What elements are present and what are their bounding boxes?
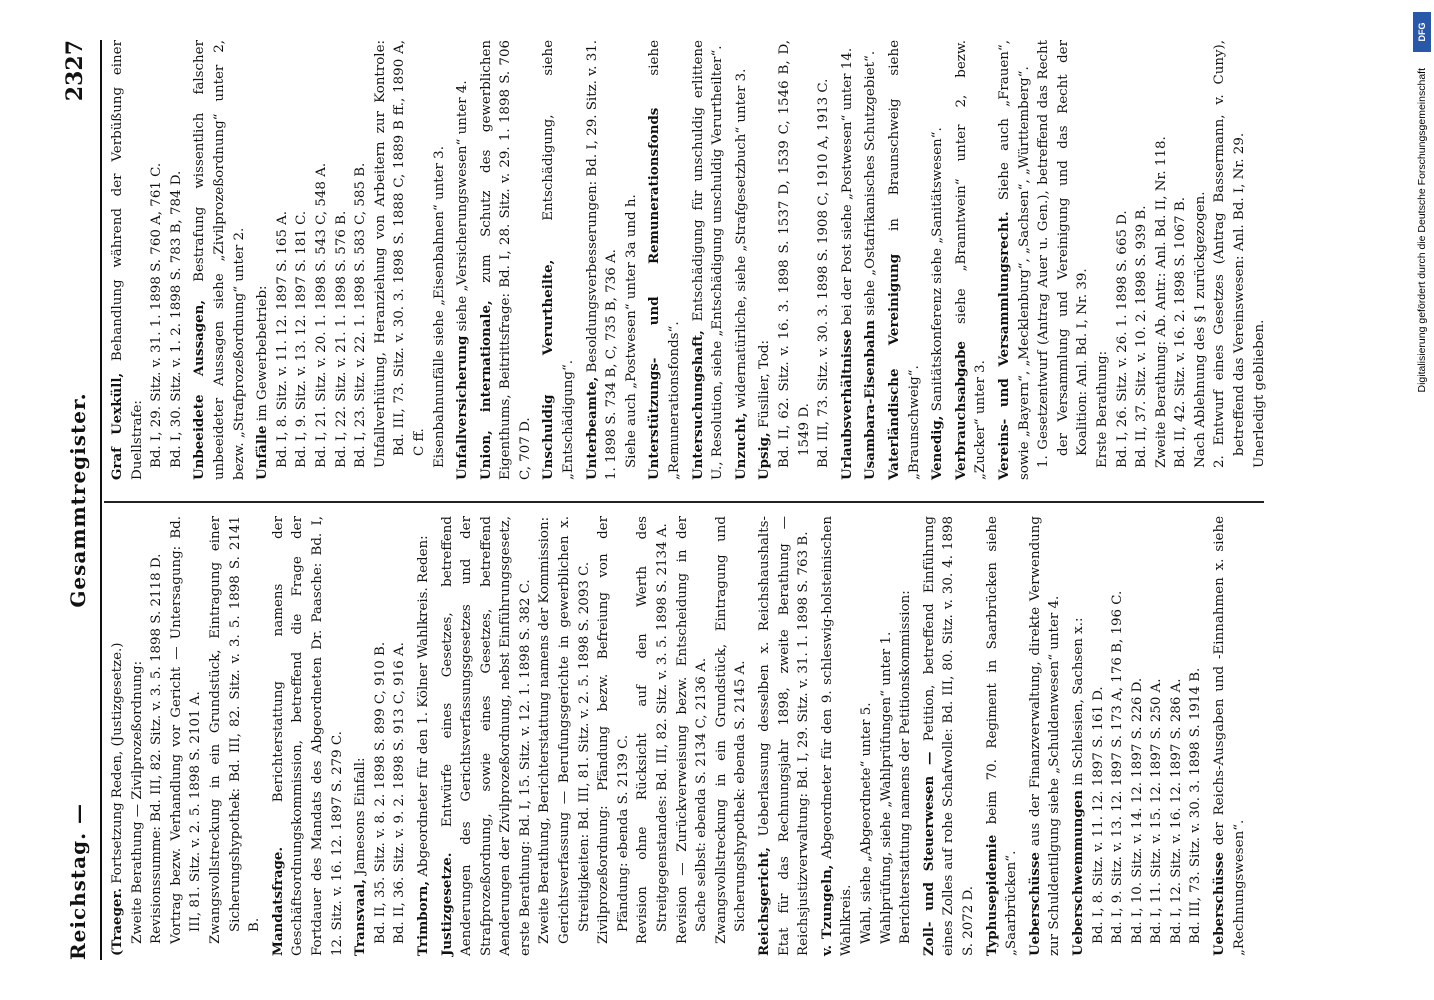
entry-heading: Unterstützungs- und Remunerationsfonds xyxy=(646,107,663,480)
entry-reference: Zivilprozeßordnung: Pfändung bezw. Befreiung von der Pfändung: ebenda S. 2139 C. xyxy=(596,516,631,944)
dfg-logo xyxy=(1413,12,1431,52)
page-header xyxy=(62,40,102,960)
entry-reference: Vortrag bezw. Verhandlung vor Gericht — Untersagung: Bd. III, 81. Sitz. v. 2. 5. 1898 S. 2101 A. xyxy=(168,516,204,944)
entry-reference: Bd. II, 35. Sitz. v. 8. 2. 1898 S. 899 C, 910 B. xyxy=(372,641,388,944)
entry-reference: Bd. II, 36. Sitz. v. 9. 2. 1898 S. 913 C, 916 A. xyxy=(392,642,408,944)
index-entry xyxy=(645,40,684,480)
entry-heading: Usambara-Eisenbahn xyxy=(862,320,879,480)
index-entry xyxy=(885,40,924,480)
entry-text: Sanitätskonferenz siehe „Sanitätswesen“. xyxy=(930,127,946,412)
entry-reference: 1. Gesetzentwurf (Antrag Auer u. Gen.), betreffend das Recht der Versammlung und Vereinigung und das Recht der Koalition: Anl. Bd. I, Nr. 39. xyxy=(1036,40,1091,468)
index-entry xyxy=(818,516,916,956)
entry-reference: Bd. I, 29. Sitz. v. 31. 1. 1898 S. 760 A, 761 C. xyxy=(149,162,165,468)
credit-text: Digitalisierung gefördert durch die Deutsche Forschungsgemeinschaft xyxy=(1416,68,1428,393)
entry-heading: Untersuchungshaft, xyxy=(689,330,706,480)
entry-text: beim 70. Regiment in Saarbrücken siehe „Saarbrücken“. xyxy=(984,516,1020,956)
entry-reference: Unerledigt geblieben. xyxy=(1251,319,1267,468)
entry-reference: Wahlprüfung, siehe „Wahlprüfungen“ unter 1. xyxy=(878,631,894,944)
entry-text: Entschädigung für unschuldig erlittene U., Resolution, siehe „Entschädigung unschuldig Verurtheilter“. xyxy=(690,40,726,480)
entry-reference: Bd. I, 10. Sitz. v. 14. 12. 1897 S. 226 D. xyxy=(1129,677,1145,944)
entry-heading: Unschuldig Verurtheilte, xyxy=(540,259,557,480)
entry-text: Berichterstattung namens der Geschäftsordnungskommission, betreffend die Frage der Fortdauer des Mandats des Abgeordneten Dr. Paasche: Bd. I, 12. Sitz. v. 16. 12. 1897 S. 279 C. xyxy=(270,516,345,956)
entry-text: Fortsetzung Reden, (Justizgesetze.) xyxy=(110,642,125,884)
entry-reference: Bd. I, 9. Sitz. v. 13. 12. 1897 S. 173 A, 176 B, 196 C. xyxy=(1110,590,1126,944)
index-entry xyxy=(1069,516,1206,956)
entry-reference: Bd. I, 12. Sitz. v. 16. 12. 1897 S. 286 A. xyxy=(1168,678,1184,944)
entry-reference: Nach Ablehnung des § 1 zurückgezogen. xyxy=(1192,191,1208,468)
entry-reference: Bd. I, 11. Sitz. v. 15. 12. 1897 S. 250 A. xyxy=(1149,678,1165,944)
entry-heading: Trimborn, xyxy=(414,880,431,956)
entry-reference: Zweite Berathung, Berichterstattung namens der Kommission: xyxy=(537,516,553,944)
entry-text: Abgeordneter für den 1. Kölner Wahlkreis. Reden: xyxy=(415,535,431,877)
column-divider xyxy=(104,501,1264,503)
entry-text: Petition, betreffend Einführung eines Zolles auf rohe Schafwolle: Bd. III, 80. Sitz. v. 30. 4. 1898 S. 2072 D. xyxy=(921,516,976,956)
entry-text: im Gewerbebetrieb: xyxy=(255,285,271,422)
index-entry xyxy=(539,40,578,480)
entry-reference: Wahl, siehe „Abgeordnete“ unter 5. xyxy=(858,702,874,944)
index-entry xyxy=(583,40,642,480)
index-entry xyxy=(755,40,833,480)
entry-reference: Bd. I, 9. Sitz. v. 13. 12. 1897 S. 181 C. xyxy=(294,210,310,468)
entry-reference: Gerichtsverfassung — Berufungsgerichte in gewerblichen x. Streitigkeiten: Bd. III, 81. Sitz. v. 2. 5. 1898 S. 2093 C. xyxy=(557,516,592,944)
entry-heading: Unbeeidete Aussagen, xyxy=(191,299,208,480)
entry-heading: Verbrauchsabgabe xyxy=(952,341,969,480)
entry-heading: Unfälle xyxy=(254,425,271,480)
index-entry xyxy=(838,40,858,480)
index-entry xyxy=(928,40,948,480)
index-entry xyxy=(1210,516,1249,956)
index-entry xyxy=(1026,516,1065,956)
index-entry xyxy=(108,40,186,480)
entry-heading: Justizgesetze. xyxy=(438,852,455,956)
entry-text: Abgeordneter für den 9. schleswig-holsteinischen Wahlkreis. xyxy=(819,516,855,956)
entry-text: bei der Post siehe „Postwesen“ unter 14. xyxy=(839,47,855,326)
entry-heading: Zoll- und Steuerwesen — xyxy=(920,751,937,956)
entry-text: aus der Finanzverwaltung, direkte Verwendung zur Schuldentilgung siehe „Schuldenwesen“ unter 4. xyxy=(1027,515,1063,956)
entry-reference: Bd. I, 22. Sitz. v. 21. 1. 1898 S. 576 B. xyxy=(333,210,349,468)
entry-text: Jamesons Einfall: xyxy=(353,757,369,875)
entry-heading: Mandatsfrage. xyxy=(269,846,286,956)
entry-heading: Upsig, xyxy=(756,432,773,480)
entry-reference: Bd. III, 73. Sitz. v. 30. 3. 1898 S. 1908 C, 1910 A, 1913 C. xyxy=(816,78,832,468)
entry-text: in Schlesien, Sachsen x.: xyxy=(1070,617,1086,786)
entry-heading: Ueberschüsse xyxy=(1211,852,1228,956)
dfg-logo-text: DFG xyxy=(1417,22,1427,42)
entry-heading: Venedig, xyxy=(929,415,946,480)
entry-reference: Bd. I, 8. Sitz. v. 11. 12. 1897 S. 161 D. xyxy=(1090,686,1106,944)
entry-heading: Unzucht, xyxy=(732,412,749,480)
index-entry xyxy=(477,40,536,480)
index-entry xyxy=(983,516,1022,956)
entry-heading: Vaterländische Vereinigung xyxy=(885,253,902,480)
entry-text: der Reichs-Ausgaben und -Einnahmen x. siehe „Rechnungswesen“. xyxy=(1212,516,1247,956)
entry-reference: Bd. II, 42. Sitz. v. 16. 2. 1898 S. 1067 B. xyxy=(1173,196,1189,468)
entry-text: Füsilier, Tod: xyxy=(757,339,773,429)
entry-heading: Ueberschüsse xyxy=(1026,852,1043,956)
entry-reference: Bd. I, 30. Sitz. v. 1. 2. 1898 S. 783 B, 784 D. xyxy=(168,170,184,468)
entry-reference: Siehe auch „Postwesen“ unter 3a und h. xyxy=(623,194,639,468)
index-entry xyxy=(414,516,434,956)
entry-reference: Unfallverhütung, Heranziehung von Arbeitern zur Kontrole: Bd. III, 73. Sitz. v. 30. 3. 1898 S. 1888 C, 1889 B ff., 1890 A, C ff. xyxy=(372,40,427,468)
entry-reference: Bd. III, 73. Sitz. v. 30. 3. 1898 S. 1914 B. xyxy=(1188,667,1204,944)
entry-reference: Revision — Zurückverweisung bezw. Entscheidung in der Sache selbst: ebenda S. 2134 C, 2136 A. xyxy=(674,516,710,944)
entry-heading: Urlaubsverhältnisse xyxy=(838,329,855,480)
right-column xyxy=(108,39,1267,480)
entry-heading: (Traeger. xyxy=(109,888,125,956)
entry-reference: Bd. I, 26. Sitz. v. 26. 1. 1898 S. 665 D. xyxy=(1114,210,1130,468)
entry-reference: Bd. I, 21. Sitz. v. 20. 1. 1898 S. 543 C, 548 A. xyxy=(313,162,329,468)
entry-reference: Zwangsvollstreckung in ein Grundstück, Eintragung und Sicherungshypothek: ebenda S. 2145 A. xyxy=(713,516,749,944)
entry-reference: Bd. I, 8. Sitz. v. 11. 12. 1897 S. 165 A. xyxy=(274,210,290,468)
entry-text: siehe „Remunerationsfonds“. xyxy=(647,39,683,480)
entry-text: siehe „Ostafrikanisches Schutzgebiet“. xyxy=(863,50,879,316)
entry-heading: Typhusepidemie xyxy=(983,834,1000,956)
index-entry xyxy=(453,40,473,480)
entry-reference: Bd. II, 37. Sitz. v. 10. 2. 1898 S. 939 B. xyxy=(1134,205,1150,468)
entry-text: Besoldungsverbesserungen: Bd. I, 29. Sitz. v. 31. 1. 1898 S. 734 B, C, 735 B, 736 A. xyxy=(584,40,620,480)
entry-heading: Union, internationale, xyxy=(477,300,494,480)
entry-heading: Transvaal, xyxy=(352,879,369,956)
entry-heading: Unfallversicherung xyxy=(454,335,471,480)
entry-text: Entschädigung, siehe „Entschädigung“. xyxy=(541,40,577,480)
index-entry xyxy=(755,516,814,956)
entry-heading: v. Tzungeln, xyxy=(818,864,835,956)
entry-text: siehe „Versicherungswesen“ unter 4. xyxy=(455,80,471,332)
entry-reference: Bd. I, 23. Sitz. v. 22. 1. 1898 S. 583 C, 585 B. xyxy=(353,162,369,468)
entry-text: widernatürliche, siehe „Strafgesetzbuch“ unter 3. xyxy=(733,68,749,409)
entry-text: Siehe auch „Frauen“, sowie „Bayern“, „Mecklenburg“, „Sachsen“, „Württemberg“. xyxy=(996,39,1032,480)
left-column xyxy=(108,516,1258,956)
entry-text: Entwürfe eines Gesetzes, betreffend Aenderungen des Gerichtsverfassungsgesetzes und der Strafprozeßordnung, sowie eines Gesetzes, betreffend Aenderungen der Zivilprozeßordnung, nebst Einführungsgesetz, erste Berathung: Bd. I, 15. Sitz. v. 12. 1. 1898 S. 382 C. xyxy=(439,516,533,956)
index-entry xyxy=(732,40,752,480)
entry-reference: Berichterstattung namens der Petitionskommission: xyxy=(898,590,914,944)
entry-reference: Revision ohne Rücksicht auf den Werth des Streitgegenstandes: Bd. III, 82. Sitz. v. 3. 5. 1898 S. 2134 A. xyxy=(635,516,671,944)
index-entry xyxy=(689,40,728,480)
entry-text: Behandlung während der Verbüßung einer Duellstrafe: xyxy=(110,40,145,480)
entry-text: in Braunschweig siehe „Braunschweig“. xyxy=(886,40,922,480)
entry-reference: Eisenbahnunfälle siehe „Eisenbahnen“ unter 3. xyxy=(431,146,447,468)
entry-heading: Ueberschwemmungen xyxy=(1069,789,1086,956)
entry-heading: Graf Uexküll, xyxy=(109,372,125,480)
entry-text: Ueberlassung desselben x. Reichshaushalts-Etat für das Rechnungsjahr 1898, zweite Berathung — Reichsjustizverwaltung: Bd. I, 29. Sitz. v. 31. 1. 1898 S. 763 B. xyxy=(757,516,812,956)
index-entry xyxy=(861,40,881,480)
index-entry xyxy=(995,40,1269,480)
index-entry xyxy=(269,516,347,956)
entry-reference: Bd. II, 62. Sitz. v. 16. 3. 1898 S. 1537 D, 1539 C, 1546 B, D, 1549 D. xyxy=(777,40,812,468)
entry-reference: Zweite Berathung: Ab. Antr.: Anl. Bd. II, Nr. 118. xyxy=(1153,136,1169,468)
entry-reference: Zwangsvollstreckung in ein Grundstück, Eintragung einer Sicherungshypothek: Bd. III, 82. Sitz. v. 3. 5. 1898 S. 2141 B. xyxy=(207,516,263,944)
entry-heading: Unterbeamte, xyxy=(583,376,600,480)
entry-reference: Erste Berathung: xyxy=(1094,350,1110,468)
entry-text: zum Schutz des gewerblichen Eigenthums, Beitrittsfrage: Bd. I, 28. Sitz. v. 29. 1. 1898 S. 706 C, 707 D. xyxy=(478,39,533,480)
index-entry xyxy=(952,40,991,480)
entry-text: siehe „Branntwein“ unter 2, bezw. „Zucker“ unter 3. xyxy=(953,40,989,480)
header-rule xyxy=(100,40,102,960)
entry-heading: Reichsgericht, xyxy=(756,847,772,956)
index-entry xyxy=(253,40,449,480)
index-entry xyxy=(920,516,979,956)
index-entry xyxy=(108,516,265,956)
entry-reference: 2. Entwurf eines Gesetzes (Antrag Bassermann, v. Cuny), betreffend das Vereinswesen: Anl. Bd. I, Nr. 29. xyxy=(1212,40,1248,468)
digitization-credit xyxy=(1413,8,1431,988)
entry-reference: Zweite Berathung — Zivilprozeßordnung: xyxy=(129,660,145,944)
running-head-center: Gesammtregister. xyxy=(66,392,90,608)
entry-heading: Vereins- und Versammlungsrecht. xyxy=(995,211,1012,480)
entry-text: Bestrafung wissentlich falscher unbeeideter Aussagen siehe „Zivilprozeßordnung“ unter 2, bezw. „Strafprozeßordnung“ unter 2. xyxy=(192,39,247,480)
index-entry xyxy=(351,516,410,956)
index-entry xyxy=(438,516,752,956)
page-number: 2327 xyxy=(62,40,88,102)
index-entry xyxy=(190,40,249,480)
running-head-left: Reichstag. — xyxy=(66,802,90,960)
entry-reference: Revisionssumme: Bd. III, 82. Sitz. v. 3. 5. 1898 S. 2118 D. xyxy=(149,553,165,944)
